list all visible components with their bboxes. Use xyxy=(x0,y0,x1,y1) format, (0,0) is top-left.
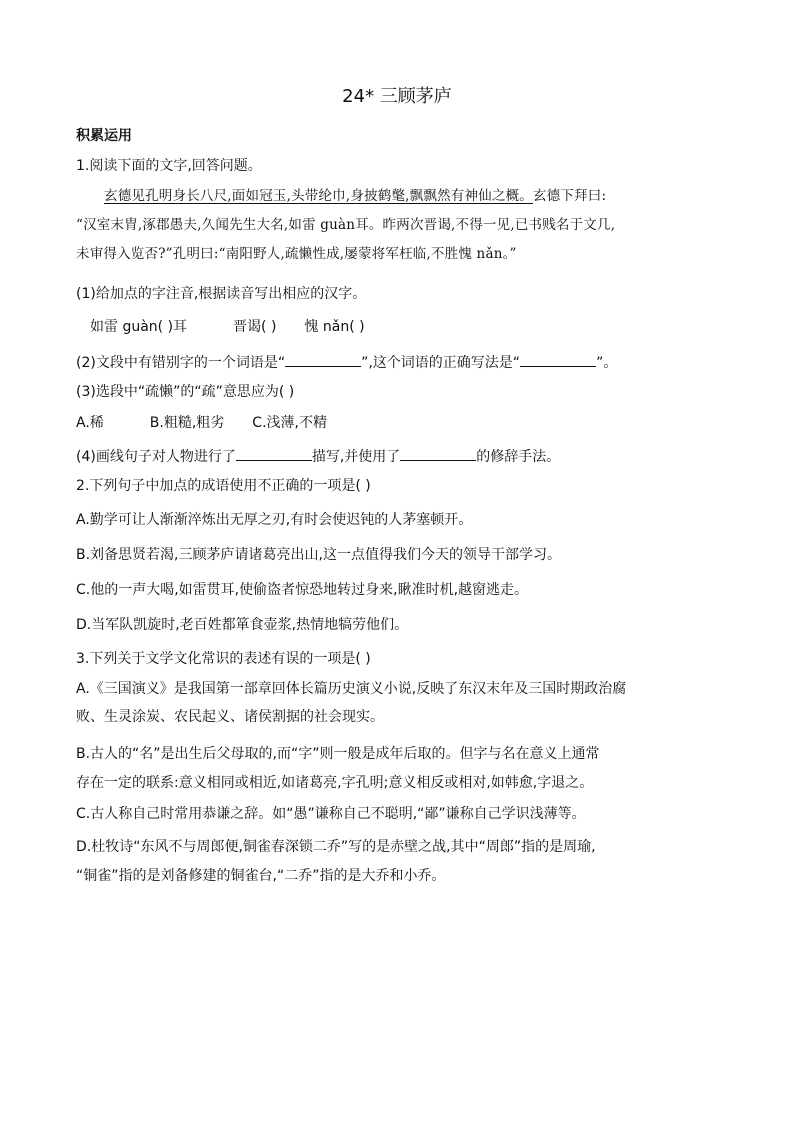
q1-sub2 xyxy=(76,352,617,372)
q1-sub4-text-c: 的修辞手法。 xyxy=(476,449,561,465)
section-heading: 积累运用 xyxy=(76,128,132,144)
q1-sub1: (1)给加点的字注音,根据读音写出相应的汉字。 xyxy=(76,286,367,302)
q1-sub2-blank-2[interactable] xyxy=(520,352,596,367)
q1-sub3-option-a: A.稀 xyxy=(76,415,104,431)
page-title: 24* 三顾茅庐 xyxy=(342,86,452,107)
q1-sub2-blank-1[interactable] xyxy=(285,352,361,367)
q1-passage-line2: “汉室末胄,涿郡愚夫,久闻先生大名,如雷 guàn耳。昨两次晋谒,不得一见,已书贱名于文几, xyxy=(76,217,616,233)
q2-prompt: 2.下列句子中加点的成语使用不正确的一项是( ) xyxy=(76,478,371,494)
q2-option-d: D.当军队凯旋时,老百姓都箪食壶浆,热情地犒劳他们。 xyxy=(76,617,409,633)
q1-sub2-text-a: (2)文段中有错别字的一个词语是“ xyxy=(76,355,286,371)
q1-sub3-options xyxy=(76,414,327,432)
q2-option-a: A.勤学可让人渐渐淬炼出无厚之刃,有时会使迟钝的人茅塞顿开。 xyxy=(76,512,473,528)
q1-sub2-text-b: ”,这个词语的正确写法是“ xyxy=(361,355,521,371)
q1-sub4-text-b: 描写,并使用了 xyxy=(311,449,401,465)
q3-option-d-line2: “铜雀”指的是刘备修建的铜雀台,“二乔”指的是大乔和小乔。 xyxy=(76,868,446,884)
q1-sub3-option-b: B.粗糙,粗劣 xyxy=(149,415,225,431)
q1-sub2-text-c: ”。 xyxy=(596,355,618,371)
q1-sub4-text-a: (4)画线句子对人物进行了 xyxy=(76,449,236,465)
q1-passage-rest: 玄德下拜曰: xyxy=(532,188,607,204)
q3-option-a-line2: 败、生灵涂炭、农民起义、诸侯割据的社会现实。 xyxy=(76,709,384,725)
q1-sub1-items xyxy=(90,318,365,336)
q2-option-c: C.他的一声大喝,如雷贯耳,使偷盗者惊恐地转过身来,瞅准时机,越窗逃走。 xyxy=(76,582,529,598)
q3-option-b-line2: 存在一定的联系:意义相同或相近,如诸葛亮,字孔明;意义相反或相对,如韩愈,字退之。 xyxy=(76,775,594,791)
q3-option-b-line1: B.古人的“名”是出生后父母取的,而“字”则一般是成年后取的。但字与名在意义上通常 xyxy=(76,746,600,762)
q1-sub4 xyxy=(76,446,560,466)
q1-sub3: (3)选段中“疏懒”的“疏”意思应为( ) xyxy=(76,384,295,400)
q1-passage-line1 xyxy=(104,187,606,205)
q3-option-c: C.古人称自己时常用恭谦之辞。如“愚”谦称自己不聪明,“鄙”谦称自己学识浅薄等。 xyxy=(76,806,586,822)
q2-option-b: B.刘备思贤若渴,三顾茅庐请诸葛亮出山,这一点值得我们今天的领导干部学习。 xyxy=(76,547,561,563)
q3-option-a-line1: A.《三国演义》是我国第一部章回体长篇历史演义小说,反映了东汉末年及三国时期政治腐 xyxy=(76,681,627,697)
q1-sub1-item-nan: 愧 nǎn( ) xyxy=(304,319,365,335)
q3-option-d-line1: D.杜牧诗“东风不与周郎便,铜雀春深锁二乔”写的是赤壁之战,其中“周郎”指的是周瑜, xyxy=(76,839,596,855)
q1-sub3-option-c: C.浅薄,不精 xyxy=(252,415,327,431)
q1-sub4-blank-2[interactable] xyxy=(400,446,476,461)
q1-prompt: 1.阅读下面的文字,回答问题。 xyxy=(76,158,262,174)
q1-passage-line3: 未审得入览否?”孔明曰:“南阳野人,疏懒性成,屡蒙将军枉临,不胜愧 nǎn。” xyxy=(76,246,517,262)
q1-sub1-item-guan: 如雷 guàn( )耳 xyxy=(90,319,188,335)
q3-prompt: 3.下列关于文学文化常识的表述有误的一项是( ) xyxy=(76,651,371,667)
q1-passage-underlined: 玄德见孔明身长八尺,面如冠玉,头带纶巾,身披鹤氅,飘飘然有神仙之概。 xyxy=(104,188,533,204)
q1-sub1-item-ye: 晋谒( ) xyxy=(233,319,277,335)
q1-sub4-blank-1[interactable] xyxy=(236,446,312,461)
